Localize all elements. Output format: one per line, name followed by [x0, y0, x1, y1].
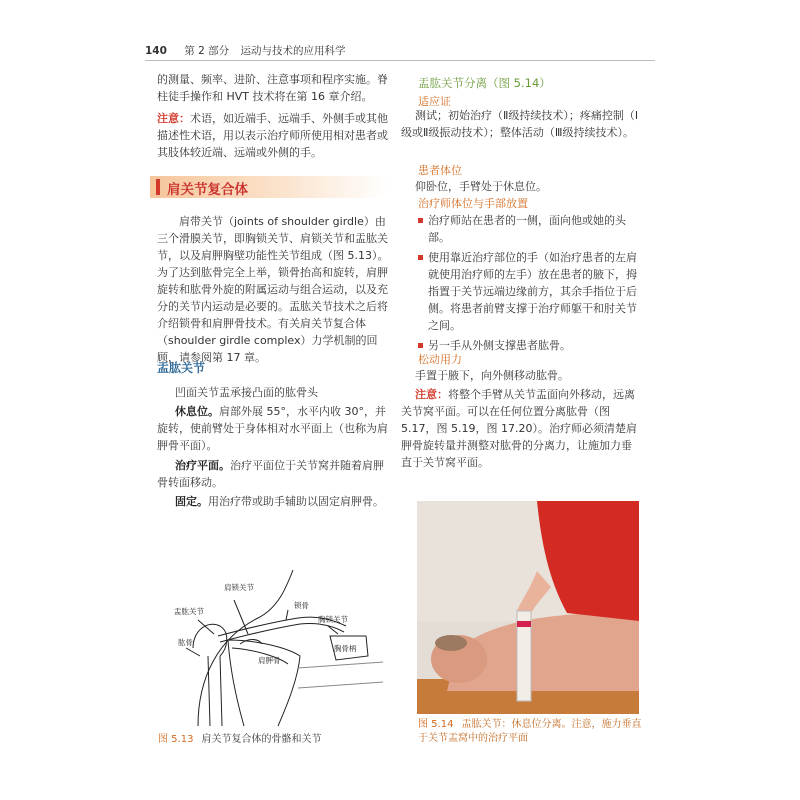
section-stripe	[156, 179, 160, 195]
label-gh-joint: 盂肱关节	[174, 607, 204, 616]
stabilization-text: 用治疗带或助手辅助以固定肩胛骨。	[208, 495, 384, 508]
figure-5-14-number: 图 5.14	[418, 719, 454, 730]
part-label: 第 2 部分	[184, 45, 230, 57]
label-humerus: 肱骨	[178, 638, 193, 647]
hand-placement-heading: 治疗师体位与手部放置	[418, 197, 528, 210]
note-text: 将整个手臂从关节盂面向外移动，远离关节窝平面。可以在任何位置分离肱骨（图 5.17，图 5.19，图 17.20）。治疗师必须清楚肩胛骨旋转量并测整对肱骨的分离力，让施加力垂直于关节窝平面。	[401, 388, 637, 469]
label-scapula: 肩胛骨	[258, 656, 281, 665]
section-banner	[150, 176, 388, 198]
page-number: 140	[145, 45, 167, 57]
list-item-text: 治疗师站在患者的一侧，面向他或她的头部。	[428, 214, 626, 244]
list-item-text: 另一手从外侧支撑患者肱骨。	[428, 339, 571, 352]
part-title: 运动与技术的应用科学	[240, 45, 346, 57]
hand-placement-list	[418, 212, 639, 354]
patient-position-text: 仰卧位，手臂处于休息位。	[415, 180, 547, 193]
label-sternum: 胸骨柄	[334, 644, 357, 653]
bullet-marker	[418, 343, 423, 348]
figure-5-13-text: 肩关节复合体的骨骼和关节	[201, 734, 322, 745]
shoulder-skeleton-diagram	[158, 548, 388, 728]
treatment-plane	[157, 457, 389, 491]
figure-5-14-caption	[418, 718, 642, 746]
indication-text: 测试；初始治疗（Ⅱ级持续技术）；疼痛控制（Ⅰ级或Ⅱ级振动技术）；整体活动（Ⅲ级持续技术）。	[401, 109, 639, 139]
note-label: 注意：	[157, 112, 190, 125]
intro-paragraph: 的测量、频率、进阶、注意事项和程序实施。脊柱徒手操作和 HVT 技术将在第 16 章介绍。	[157, 73, 388, 103]
figure-5-13-caption	[158, 733, 321, 747]
list-item	[418, 249, 639, 334]
stabilization	[157, 493, 389, 510]
list-item-text: 使用靠近治疗部位的手（如治疗患者的左肩就使用治疗师的左手）放在患者的腋下，拇指置于关节远端边缘前方，其余手指位于后侧。将患者前臂支撑于治疗师躯干和肘关节之间。	[428, 251, 637, 332]
gh-concave-rule: 凹面关节盂承接凸面的肱骨头	[175, 386, 318, 399]
bullet-marker	[418, 255, 423, 260]
gh-joint-heading: 盂肱关节	[157, 361, 206, 375]
stabilization-label: 固定。	[175, 495, 208, 508]
running-header	[145, 43, 345, 58]
section-title: 肩关节复合体	[167, 182, 248, 198]
mobilization-heading: 松动用力	[418, 353, 462, 366]
label-clavicle: 锁骨	[294, 601, 309, 610]
header-rule	[145, 60, 655, 61]
scapula-shape	[228, 640, 300, 726]
resting-position	[157, 403, 389, 454]
figure-5-14-text: 盂肱关节：休息位分离。注意，施力垂直于关节盂窝中的治疗平面	[418, 719, 642, 744]
note-text: 术语，如近端手、远端手、外侧手或其他描述性术语，用以表示治疗师所使用相对患者或其肢体较近端、远端或外侧的手。	[157, 112, 388, 159]
label-sc-joint: 胸锁关节	[318, 615, 348, 624]
patient-position-heading: 患者体位	[418, 164, 462, 177]
label-ac-joint: 肩锁关节	[224, 583, 254, 592]
resting-text: 肩部外展 55°，水平内收 30°，并旋转，使前臂处于身体相对水平面上（也称为肩胛骨平面）。	[157, 405, 388, 452]
list-item	[418, 212, 639, 246]
terminology-note	[157, 110, 389, 161]
note-label: 注意：	[415, 388, 448, 401]
bullet-marker	[418, 218, 423, 223]
resting-label: 休息位。	[175, 405, 219, 418]
plane-text: 治疗平面位于关节窝并随着肩胛骨转面移动。	[157, 459, 384, 489]
body-outline	[198, 570, 293, 726]
gh-distraction-heading: 盂肱关节分离（图 5.14）	[418, 76, 551, 90]
mobilization-text: 手置于腋下，向外侧移动肱骨。	[415, 369, 569, 382]
shoulder-paragraph: 肩带关节（joints of shoulder girdle）由三个滑膜关节，即胸锁关节、肩锁关节和盂肱关节，以及肩胛胸壁功能性关节组成（图 5.13）。为了达到肱骨完全上举，锁骨抬高和旋转，肩胛旋转和肱骨外旋的附属运动与组合运动，以及充分的关节内运动是必要的。盂肱关节技术之后将介绍锁骨和肩胛骨技术。有关肩关节复合体（shoulder girdle complex）力学机制的回顾，请参阅第 17 章。	[157, 215, 389, 364]
humeral-head	[193, 624, 227, 656]
distraction-note	[401, 386, 639, 471]
gh-distraction-photo	[417, 501, 639, 714]
plane-label: 治疗平面。	[175, 459, 230, 472]
figure-5-13-number: 图 5.13	[158, 734, 194, 745]
indication-heading: 适应证	[418, 95, 451, 108]
